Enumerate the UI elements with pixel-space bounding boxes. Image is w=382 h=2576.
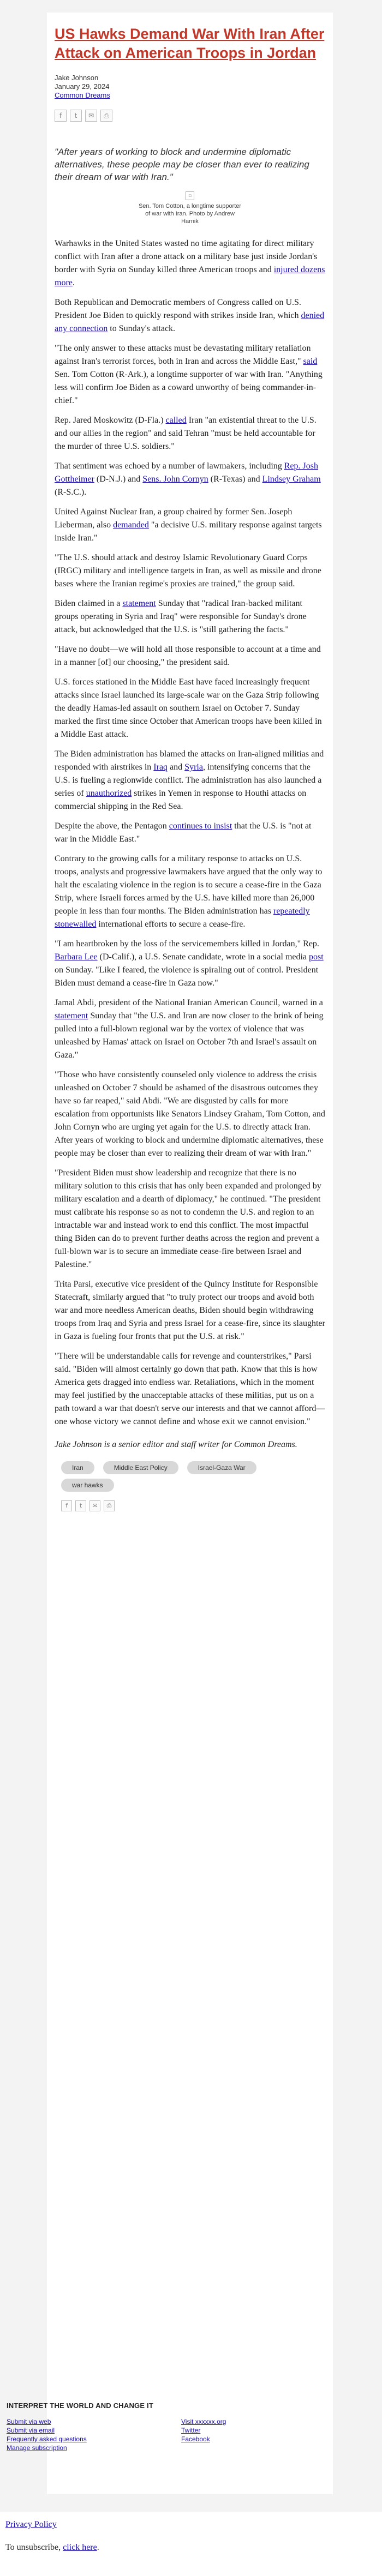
inline-link[interactable]: Lindsey Graham	[262, 475, 321, 484]
article-paragraph	[55, 748, 325, 813]
paragraph-text: Sunday that "the U.S. and Iran are now closer to the brink of being pulled into a full-blown regional war by the vortex of violence that was unleashed by Hamas' attack on Israel on October 7th and Israel's assault on Gaza."	[55, 1011, 324, 1060]
paragraph-text: Both Republican and Democratic members of Congress called on U.S. President Joe Biden to quickly respond with strikes inside Iran, which	[55, 298, 301, 320]
privacy-policy-link[interactable]: Privacy Policy	[5, 2520, 57, 2529]
tag-middle-east-policy[interactable]: Middle East Policy	[103, 1461, 178, 1474]
article-paragraph	[55, 342, 325, 407]
article-paragraph	[55, 1167, 325, 1271]
paragraph-text: and	[168, 762, 185, 772]
inline-link[interactable]: Syria	[184, 762, 203, 772]
paragraph-text: (R-Texas) and	[208, 475, 262, 484]
article-paragraph	[55, 938, 325, 990]
paragraph-text: "Have no doubt—we will hold all those responsible to account at a time and in a manner [of] our choosing," the president said.	[55, 645, 321, 667]
submit-web-link[interactable]: Submit via web	[7, 2418, 51, 2425]
paragraph-text: international efforts to secure a cease-fire.	[96, 920, 246, 929]
paragraph-text: U.S. forces stationed in the Middle East have faced increasingly frequent attacks since Israel launched its large-scale war on the Gaza Strip following the deadly Hamas-led assault on southern Israel on October 7. Sunday marked the first time since October that American troops have been killed in a Middle East attack.	[55, 677, 322, 739]
article-paragraph	[55, 551, 325, 591]
paragraph-text: Trita Parsi, executive vice president of the Quincy Institute for Responsible Statecraft, similarly argued that "to truly protect our troops and avoid both war and more needless American deaths, Biden should begin withdrawing troops from Iraq and Syria and press Israel for a cease-fire, since its slaughter in Gaza is fueling four fronts that put the U.S. at risk."	[55, 1280, 325, 1341]
share-bar-bottom	[61, 1500, 325, 1511]
paragraph-text: to Sunday's attack.	[108, 324, 176, 333]
article-body	[55, 237, 325, 1428]
paragraph-text: "Those who have consistently counseled only violence to address the crisis unleashed on October 7 should be ashamed of the disastrous outcomes they have so far reaped," said Abdi. "We are disgusted by calls for more escalation from opportunists like Senators Lindsey Graham, Tom Cotton, and John Cornyn who are urging yet again for the U.S. to directly attack Iran. After years of working to block and undermine diplomatic alternatives, these people may be closer than ever to realizing their dream of war with Iran."	[55, 1070, 325, 1158]
inline-link[interactable]: unauthorized	[86, 789, 132, 798]
image-caption: Sen. Tom Cotton, a longtime supporter of war with Iran. Photo by Andrew Harnik	[138, 203, 242, 225]
paragraph-text: , intensifying concerns that the U.S. is fueling a regionwide conflict. The administration has also launched a series of	[55, 762, 322, 798]
paragraph-text: (D-Calif.), a U.S. Senate candidate, wrote in a social media	[97, 952, 309, 962]
facebook-icon[interactable]: f	[61, 1500, 72, 1511]
paragraph-text: Iran "an existential threat to the U.S. and our allies in the region" and said Tehran "must be held accountable for the murder of three U.S. soldiers."	[55, 416, 317, 451]
article-paragraph	[55, 996, 325, 1062]
tag-list	[61, 1461, 258, 1492]
paragraph-text: Contrary to the growing calls for a military response to attacks on U.S. troops, analysts and progressive lawmakers have argued that the only way to halt the escalating violence in the region is to secure a cease-fire in the Gaza Strip, where Israeli forces armed by the U.S. have killed more than 26,000 people in less than four months. The Biden administration has	[55, 854, 323, 916]
newsletter-footer	[7, 2401, 372, 2452]
article-paragraph	[55, 1068, 325, 1160]
faq-link[interactable]: Frequently asked questions	[7, 2435, 87, 2443]
article-image	[55, 190, 325, 225]
paragraph-text: Despite the above, the Pentagon	[55, 821, 169, 831]
paragraph-text: "a decisive U.S. military response against targets inside Iran."	[55, 520, 322, 543]
paragraph-text: "I am heartbroken by the loss of the servicemembers killed in Jordan," Rep.	[55, 939, 319, 948]
inline-link[interactable]: statement	[122, 599, 156, 608]
paragraph-text: "The U.S. should attack and destroy Islamic Revolutionary Guard Corps (IRGC) military and intelligence targets in Iran, as well as missile and drone bases where the Iranian regime's proxies are trained," the group said.	[55, 553, 321, 589]
paragraph-text: Sen. Tom Cotton (R-Ark.), a longtime supporter of war with Iran. "Anything less will confirm Joe Biden as a coward unworthy of being commander-in-chief."	[55, 370, 323, 405]
inline-link[interactable]: denied any connection	[55, 311, 325, 333]
article-paragraph	[55, 643, 325, 669]
paragraph-text: "President Biden must show leadership and recognize that there is no military solution to this crisis that has only been expanded and prolonged by military escalation and a dearth of diplomacy," he continued. "The president must calibrate his response so as not to condemn the U.S. and region to an intractable war and instead work to end this conflict. The most impactful thing Biden can do to prevent further deaths across the region and prevent a full-blown war is to secure an immediate cease-fire between Israel and Palestine."	[55, 1168, 321, 1269]
paragraph-text: The Biden administration has blamed the attacks on Iran-aligned militias and responded with airstrikes in	[55, 749, 324, 772]
author-bio: Jake Johnson is a senior editor and staff writer for Common Dreams.	[55, 1440, 297, 1449]
footer-right-links	[181, 2417, 356, 2452]
article-paragraph	[55, 852, 325, 931]
paragraph-text: Biden claimed in a	[55, 599, 123, 608]
paragraph-text: (R-S.C.).	[55, 488, 87, 497]
share-bar-top	[55, 110, 325, 122]
paragraph-text: "There will be understandable calls for revenge and counterstrikes," Parsi said. "Biden will almost certainly go down that path. Know that this is how America gets dragged into endless war. Retaliations, which in the moment may feel justified by the unacceptable attacks of these militias, put us on a path toward a war that doesn't serve our interests and that we cannot afford—one whose victory we cannot define and whose exit we cannot envision."	[55, 1352, 325, 1426]
twitter-icon[interactable]: t	[70, 110, 82, 122]
paragraph-text: Rep. Jared Moskowitz (D-Fla.)	[55, 416, 166, 425]
paragraph-text: on Sunday. "Like I feared, the violence is spiraling out of control. President Biden must demand a cease-fire in Gaza now."	[55, 965, 319, 988]
inline-link[interactable]: injured dozens more	[55, 265, 325, 287]
inline-link[interactable]: Sens. John Cornyn	[142, 475, 208, 484]
paragraph-text: "The only answer to these attacks must be devastating military retaliation against Iran's terrorist forces, both in Iran and across the Middle East,"	[55, 344, 311, 366]
article-paragraph	[55, 597, 325, 637]
paragraph-text: strikes in Yemen in response to Houthi attacks on commercial shipping in the Red Sea.	[55, 789, 307, 811]
paragraph-text: Warhawks in the United States wasted no time agitating for direct military conflict with Iran after a drone attack on a military base just inside Jordan's border with Syria on Sunday killed three American troops and	[55, 239, 318, 274]
email-icon[interactable]: ✉	[89, 1500, 100, 1511]
twitter-icon[interactable]: t	[75, 1500, 86, 1511]
submit-email-link[interactable]: Submit via email	[7, 2427, 55, 2434]
publish-date: January 29, 2024	[55, 82, 110, 91]
inline-link[interactable]: said	[303, 357, 318, 366]
twitter-link[interactable]: Twitter	[181, 2427, 201, 2434]
article-paragraph	[55, 237, 325, 290]
footer-left-links	[7, 2417, 181, 2452]
unsubscribe-period: .	[97, 2543, 99, 2552]
article-meta	[55, 74, 325, 100]
visit-site-link[interactable]: Visit xxxxxx.org	[181, 2418, 226, 2425]
paragraph-text: .	[72, 278, 75, 287]
tag-israel-gaza-war[interactable]: Israel-Gaza War	[187, 1461, 256, 1474]
article-card	[47, 13, 333, 2494]
print-icon[interactable]: ⎙	[104, 1500, 115, 1511]
inline-link[interactable]: post	[309, 952, 324, 962]
article-paragraph	[55, 1350, 325, 1428]
author-name: Jake Johnson	[55, 74, 99, 82]
article-paragraph	[55, 506, 325, 545]
facebook-icon[interactable]: f	[55, 110, 67, 122]
inline-link[interactable]: demanded	[113, 520, 149, 530]
manage-subscription-link[interactable]: Manage subscription	[7, 2444, 67, 2452]
article-paragraph	[55, 1278, 325, 1343]
inline-link[interactable]: Iraq	[153, 762, 168, 772]
paragraph-text: United Against Nuclear Iran, a group chaired by former Sen. Joseph Lieberman, also	[55, 507, 293, 530]
inline-link[interactable]: continues to insist	[169, 821, 232, 831]
paragraph-text: that the U.S. is "not at war in the Middle East."	[55, 821, 312, 844]
unsubscribe-line	[5, 2543, 99, 2553]
inline-link[interactable]: Rep. Josh Gottheimer	[55, 461, 318, 484]
tag-war-hawks[interactable]: war hawks	[61, 1479, 114, 1492]
article-paragraph	[55, 820, 325, 846]
inline-link[interactable]: called	[165, 416, 187, 425]
article-paragraph	[55, 414, 325, 453]
pull-quote: "After years of working to block and undermine diplomatic alternatives, these people may be closer than ever to realizing their dream of war with Iran."	[55, 147, 309, 182]
paragraph-text: Sunday that "radical Iran-backed militant groups operating in Syria and Iraq" were responsible for Sunday's drone attack, but acknowledged that the U.S. is "still gathering the facts."	[55, 599, 307, 634]
paragraph-text: That sentiment was echoed by a number of lawmakers, including	[55, 461, 284, 471]
facebook-link[interactable]: Facebook	[181, 2435, 210, 2443]
tag-iran[interactable]: Iran	[61, 1461, 94, 1474]
inline-link[interactable]: statement	[55, 1011, 88, 1020]
email-icon[interactable]: ✉	[85, 110, 97, 122]
unsubscribe-text: To unsubscribe,	[5, 2543, 63, 2552]
broken-image-icon: ▫	[186, 191, 194, 200]
source-link[interactable]: Common Dreams	[55, 91, 110, 99]
article-paragraph	[55, 296, 325, 335]
footer-heading: INTERPRET THE WORLD AND CHANGE IT	[7, 2401, 153, 2410]
email-bottom	[5, 2520, 99, 2553]
paragraph-text: Jamal Abdi, president of the National Iranian American Council, warned in a	[55, 998, 323, 1007]
unsubscribe-link[interactable]: click here	[63, 2543, 97, 2552]
inline-link[interactable]: repeatedly stonewalled	[55, 906, 310, 929]
article-paragraph	[55, 676, 325, 741]
article-title-link[interactable]: US Hawks Demand War With Iran After Attack on American Troops in Jordan	[55, 26, 325, 61]
inline-link[interactable]: Barbara Lee	[55, 952, 98, 962]
article-paragraph	[55, 460, 325, 499]
print-icon[interactable]: ⎙	[100, 110, 112, 122]
paragraph-text: (D-N.J.) and	[94, 475, 143, 484]
